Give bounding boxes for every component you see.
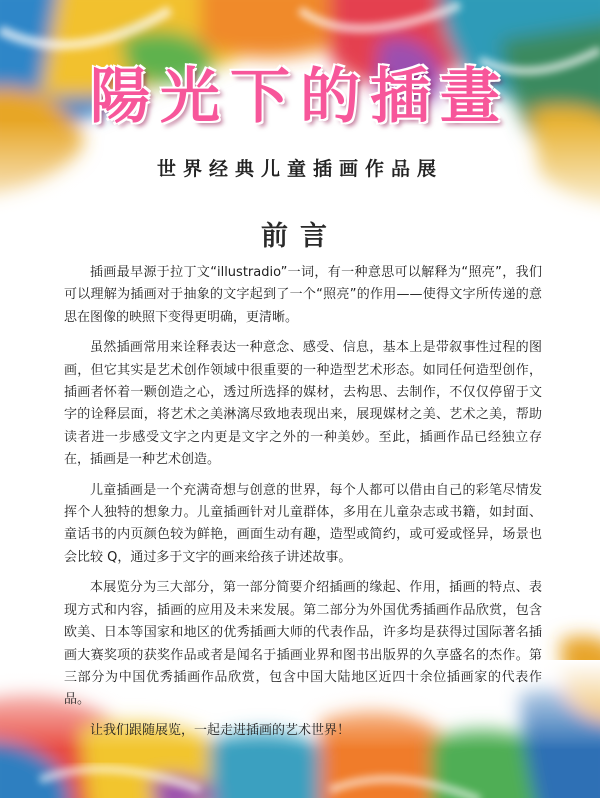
preface-body bbox=[64, 262, 542, 750]
preface-heading: 前言 bbox=[261, 221, 339, 252]
exhibition-subtitle: 世界经典儿童插画作品展 bbox=[156, 158, 443, 180]
preface-paragraph: 让我们跟随展览，一起走进插画的艺术世界！ bbox=[90, 722, 351, 738]
preface-paragraph: 虽然插画常用来诠释表达一种意念、感受、信息，基本上是带叙事性过程的图画，但它其实是艺术创作领域中很重要的一种造型艺术形态。如同任何造型创作，插画者怀着一颗创造之心，透过所选择的媒材，去构思、去制作，不仅仅停留于文字的诠释层面，将艺术之美淋漓尽致地表现出来，展现媒材之美、艺术之美，帮助读者进一步感受文字之内更是文字之外的一种美妙。至此，插画作品已经独立存在，插画是一种艺术创造。 bbox=[64, 340, 542, 468]
exhibition-title: 陽光下的插畫 bbox=[90, 62, 510, 132]
preface-paragraph: 本展览分为三大部分，第一部分简要介绍插画的缘起、作用，插画的特点、表现方式和内容，插画的应用及未来发展。第二部分为外国优秀插画作品欣赏，包含欧美、日本等国家和地区的优秀插画大师的代表作品，许多均是获得过国际著名插画大赛奖项的获奖作品或者是闻名于插画业界和图书出版界的久享盛名的杰作。第三部分为中国优秀插画作品欣赏，包含中国大陆地区近四十余位插画家的代表作品。 bbox=[64, 580, 542, 708]
preface-paragraph: 插画最早源于拉丁文“illustradio”一词，有一种意思可以解释为“照亮”，我们可以理解为插画对于抽象的文字起到了一个“照亮”的作用——使得文字所传递的意思在图像的映照下变得更明确，更清晰。 bbox=[64, 265, 542, 325]
preface-paragraph: 儿童插画是一个充满奇想与创意的世界，每个人都可以借由自己的彩笔尽情发挥个人独特的想象力。儿童插画针对儿童群体，多用在儿童杂志或书籍，如封面、童话书的内页颜色较为鲜艳，画面生动有趣，造型或简约，或可爱或怪异，场景也会比较 Q，通过多于文字的画来给孩子讲述故事。 bbox=[64, 482, 542, 565]
